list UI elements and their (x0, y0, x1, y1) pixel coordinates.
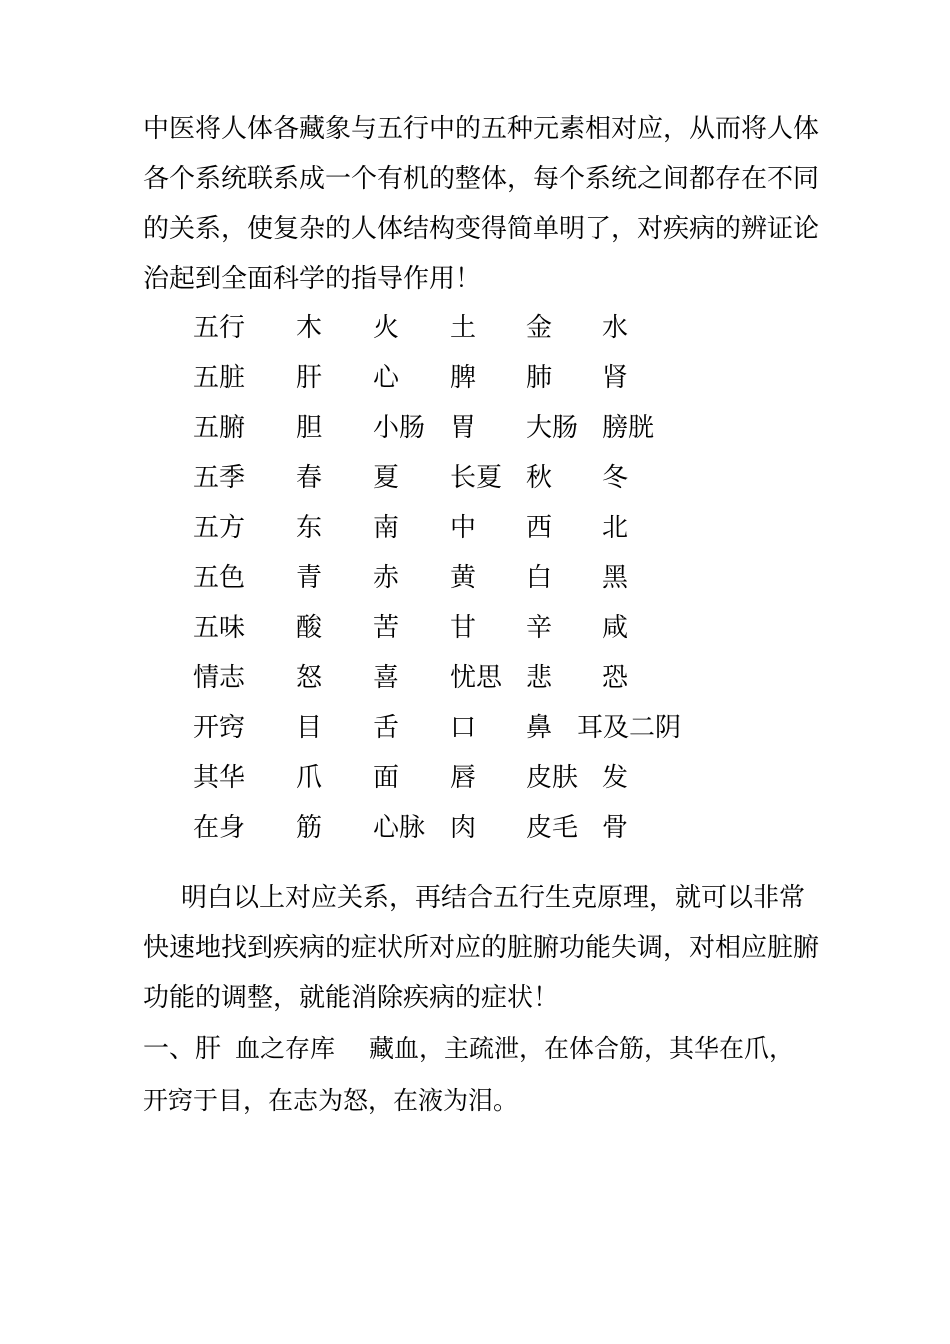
intro-line: 的关系，使复杂的人体结构变得简单明了，对疾病的辨证论 (143, 214, 820, 244)
table-cell: 中 (450, 513, 477, 543)
table-cell: 北 (602, 513, 629, 543)
table-row (193, 653, 722, 703)
table-cell: 五腑 (193, 413, 246, 443)
intro-paragraph (143, 104, 823, 304)
section-subtitle: 血之存库 (235, 1034, 336, 1063)
table-cell: 咸 (602, 613, 629, 643)
table-row (193, 503, 722, 553)
table-cell: 五味 (193, 613, 246, 643)
intro-line: 各个系统联系成一个有机的整体，每个系统之间都存在不同 (143, 164, 820, 194)
table-row (193, 403, 722, 453)
table-cell: 南 (373, 513, 400, 543)
table-cell: 五行 (193, 313, 246, 343)
five-elements-table (193, 303, 722, 853)
table-cell: 膀胱 (602, 413, 655, 443)
table-cell: 怒 (296, 663, 323, 693)
table-cell: 心 (373, 363, 400, 393)
table-cell: 脾 (450, 363, 477, 393)
table-cell: 皮毛 (526, 813, 579, 843)
section-text-line: 藏血，主疏泄，在体合筋，其华在爪， (369, 1034, 795, 1063)
table-cell: 西 (526, 513, 553, 543)
section-heading-liver (143, 1024, 843, 1074)
table-cell: 长夏 (450, 463, 503, 493)
outro-line: 快速地找到疾病的症状所对应的脏腑功能失调，对相应脏腑 (143, 933, 820, 963)
table-cell: 情志 (193, 663, 246, 693)
section-text-line: 开窍于目，在志为怒，在液为泪。 (143, 1086, 519, 1115)
table-cell: 木 (296, 313, 323, 343)
outro-line: 功能的调整，就能消除疾病的症状！ (143, 983, 560, 1013)
table-cell: 大肠 (526, 413, 579, 443)
table-cell: 苦 (373, 613, 400, 643)
table-cell: 骨 (602, 813, 629, 843)
table-cell: 五方 (193, 513, 246, 543)
table-cell: 喜 (373, 663, 400, 693)
section-heading: 一、肝 (143, 1034, 222, 1064)
table-cell: 金 (526, 313, 553, 343)
intro-line: 中医将人体各藏象与五行中的五种元素相对应，从而将人体 (143, 114, 820, 144)
table-cell: 发 (602, 763, 629, 793)
outro-line: 明白以上对应关系，再结合五行生克原理，就可以非常 (181, 883, 806, 913)
table-cell: 悲 (526, 663, 553, 693)
table-cell: 忧思 (450, 663, 503, 693)
table-cell: 五脏 (193, 363, 246, 393)
table-cell: 肝 (296, 363, 323, 393)
table-cell: 肾 (602, 363, 629, 393)
table-row (193, 753, 722, 803)
table-cell: 胆 (296, 413, 323, 443)
table-row (193, 803, 722, 853)
table-row (193, 303, 722, 353)
table-cell: 火 (373, 313, 400, 343)
outro-paragraph (143, 873, 823, 1023)
table-cell: 恐 (602, 663, 629, 693)
table-row (193, 453, 722, 503)
table-cell: 舌 (373, 713, 400, 743)
table-cell: 白 (526, 563, 553, 593)
table-cell: 酸 (296, 613, 323, 643)
table-cell: 肉 (450, 813, 477, 843)
table-cell: 皮肤 (526, 763, 579, 793)
table-cell: 唇 (450, 763, 477, 793)
table-cell: 甘 (450, 613, 477, 643)
table-cell: 黄 (450, 563, 477, 593)
table-cell: 辛 (526, 613, 553, 643)
table-cell: 赤 (373, 563, 400, 593)
table-cell: 鼻 (526, 713, 553, 743)
table-cell: 在身 (193, 813, 246, 843)
intro-line: 治起到全面科学的指导作用！ (143, 264, 482, 294)
table-cell: 水 (602, 313, 629, 343)
table-cell: 耳及二阴 (577, 713, 682, 743)
table-cell: 筋 (296, 813, 323, 843)
table-cell: 口 (450, 713, 477, 743)
table-cell: 肺 (526, 363, 553, 393)
table-cell: 青 (296, 563, 323, 593)
table-row (193, 703, 722, 753)
table-cell: 其华 (193, 763, 246, 793)
table-cell: 五色 (193, 563, 246, 593)
table-cell: 小肠 (373, 413, 426, 443)
table-row (193, 353, 722, 403)
table-cell: 胃 (450, 413, 477, 443)
table-cell: 爪 (296, 763, 323, 793)
table-cell: 目 (296, 713, 323, 743)
table-cell: 五季 (193, 463, 246, 493)
table-cell: 黑 (602, 563, 629, 593)
table-cell: 东 (296, 513, 323, 543)
table-cell: 秋 (526, 463, 553, 493)
table-cell: 土 (450, 313, 477, 343)
table-cell: 春 (296, 463, 323, 493)
table-cell: 开窍 (193, 713, 246, 743)
table-cell: 冬 (602, 463, 629, 493)
table-cell: 面 (373, 763, 400, 793)
table-row (193, 603, 722, 653)
table-cell: 心脉 (373, 813, 426, 843)
table-cell: 夏 (373, 463, 400, 493)
table-row (193, 553, 722, 603)
